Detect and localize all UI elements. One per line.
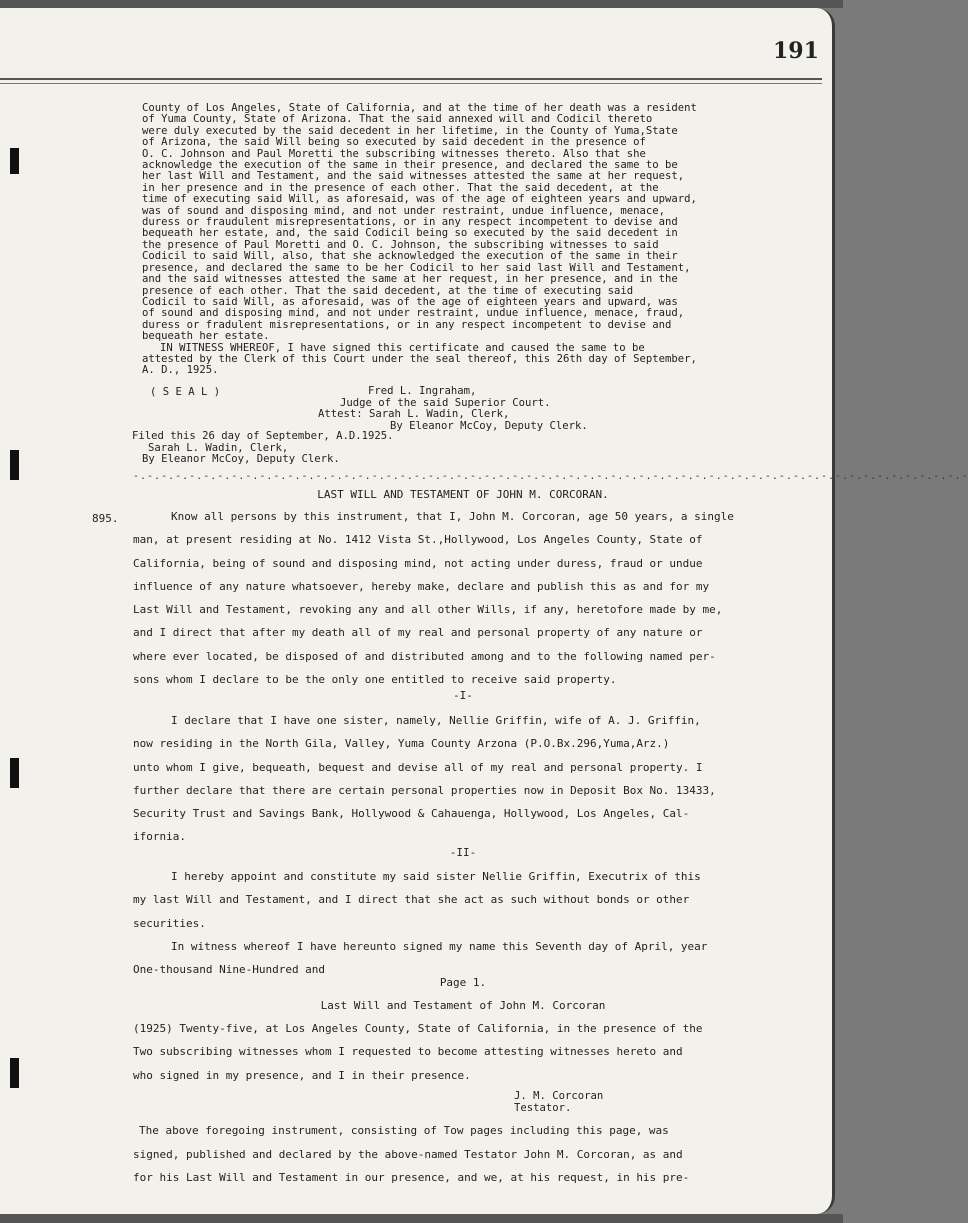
text-line: for his Last Will and Testament in our presence, and we, at his request, in his pre- bbox=[133, 1171, 690, 1184]
text-line: sons whom I declare to be the only one entitled to receive said property. bbox=[133, 673, 617, 687]
text-line: who signed in my presence, and I in their presence. bbox=[133, 1068, 471, 1082]
text-line: Know all persons by this instrument, that I, John M. Corcoran, age 50 years, a single bbox=[171, 510, 734, 523]
clerk-attest: Attest: Sarah L. Wadin, Clerk, bbox=[318, 408, 510, 420]
text-line: Security Trust and Savings Bank, Hollywood & Cahauenga, Hollywood, Los Angeles, Cal- bbox=[133, 807, 690, 821]
text-line: were duly executed by the said decedent in her lifetime, in the County of Yuma,State bbox=[142, 124, 678, 137]
text-line: IN WITNESS WHEREOF, I have signed this certificate and caused the same to be bbox=[160, 341, 645, 354]
judge-title: Judge of the said Superior Court. bbox=[340, 397, 551, 409]
text-line: Last Will and Testament, revoking any and all other Wills, if any, heretofore made by me, bbox=[133, 603, 723, 617]
text-line: Codicil to said Will, also, that she acknowledged the execution of the same in their bbox=[142, 250, 678, 263]
text-line: One-thousand Nine-Hundred and bbox=[133, 963, 326, 977]
text-line: in her presence and in the presence of each other. That the said decedent, at the bbox=[142, 181, 659, 194]
text-line: ifornia. bbox=[133, 830, 186, 844]
header-rule bbox=[0, 78, 822, 80]
scan-top-edge bbox=[0, 0, 843, 8]
text-line: bequeath her estate, and, the said Codicil being so executed by the said decedent in bbox=[142, 227, 678, 240]
text-line: now residing in the North Gila, Valley, Yuma County Arzona (P.O.Bx.296,Yuma,Arz.) bbox=[133, 737, 670, 751]
judge-signature: Fred L. Ingraham, bbox=[368, 385, 477, 397]
text-line: of Arizona, the said Will being so executed by said decedent in the presence of bbox=[142, 136, 646, 149]
text-line: her last Will and Testament, and the said witnesses attested the same at her request, bbox=[142, 170, 685, 183]
text-line: time of executing said Will, as aforesaid, was of the age of eighteen years and upward, bbox=[142, 193, 697, 206]
will-intro bbox=[133, 505, 793, 691]
text-line: of sound and disposing mind, and not under restraint, undue influence, menace, fraud, bbox=[142, 307, 685, 320]
text-line: man, at present residing at No. 1412 Vista St.,Hollywood, Los Angeles County, State of bbox=[133, 533, 703, 547]
section-separator: -.-.-.-.-.-.-.-.-.-.-.-.-.-.-.-.-.-.-.-.-.-.-.-.-.-.-.-.-.-.-.-.-.-.-.-.-.-.-.-.-.-.-.-.-.-.-.-.-.-.-.-.-.-.-.-.-.-.-.- bbox=[133, 471, 968, 482]
will-title: LAST WILL AND TESTAMENT OF JOHN M. CORCORAN. bbox=[317, 488, 609, 501]
text-line: Two subscribing witnesses whom I requested to become attesting witnesses hereto and bbox=[133, 1045, 683, 1059]
text-line: A. D., 1925. bbox=[142, 364, 219, 377]
text-line: the presence of Paul Moretti and O. C. Johnson, the subscribing witnesses to said bbox=[142, 238, 659, 251]
text-line: of Yuma County, State of Arizona. That the said annexed will and Codicil thereto bbox=[142, 113, 653, 126]
section-2-text bbox=[133, 865, 793, 981]
filed-line: Filed this 26 day of September, A.D.1925. bbox=[132, 430, 394, 442]
filed-deputy: By Eleanor McCoy, Deputy Clerk. bbox=[142, 453, 340, 465]
text-line: County of Los Angeles, State of California, and at the time of her death was a resident bbox=[142, 102, 697, 114]
text-line: and I direct that after my death all of my real and personal property of any nature or bbox=[133, 626, 703, 640]
page-label: Page 1. bbox=[439, 976, 487, 989]
binding-mark bbox=[10, 450, 19, 480]
text-line: unto whom I give, bequeath, bequest and devise all of my real and personal property. I bbox=[133, 760, 703, 774]
text-line: I declare that I have one sister, namely, Nellie Griffin, wife of A. J. Griffin, bbox=[171, 714, 701, 727]
page-number: 191 bbox=[773, 38, 819, 64]
continuation-text bbox=[133, 1017, 793, 1087]
text-line: securities. bbox=[133, 916, 206, 930]
text-line: presence of each other. That the said decedent, at the time of executing said bbox=[142, 284, 634, 297]
testator-signature: J. M. Corcoran bbox=[514, 1090, 604, 1102]
binding-mark bbox=[10, 1058, 19, 1088]
text-line: (1925) Twenty-five, at Los Angeles County, State of California, in the presence of the bbox=[133, 1022, 703, 1035]
text-line: duress or fraudulent misrepresentations, or in any respect incompetent to devise and bbox=[142, 216, 678, 229]
running-title: Last Will and Testament of John M. Corcoran bbox=[320, 999, 606, 1012]
section-1-text bbox=[133, 709, 793, 849]
header-rule-thin bbox=[0, 83, 822, 84]
entry-number: 895. bbox=[92, 512, 119, 525]
document-page bbox=[0, 8, 968, 1214]
text-line: acknowledge the execution of the same in their presence, and declared the same to be bbox=[142, 159, 678, 172]
attestation-clause bbox=[133, 1119, 793, 1190]
seal-label: ( S E A L ) bbox=[150, 386, 221, 398]
text-line: bequeath her estate. bbox=[142, 330, 270, 343]
text-line: further declare that there are certain personal properties now in Deposit Box No. 13433, bbox=[133, 783, 716, 797]
text-line: influence of any nature whatsoever, hereby make, declare and publish this as and for my bbox=[133, 579, 710, 593]
text-line: where ever located, be disposed of and distributed among and to the following named per- bbox=[133, 649, 716, 663]
testator-label: Testator. bbox=[514, 1102, 572, 1114]
section-heading-1: -I- bbox=[453, 689, 473, 702]
text-line: was of sound and disposing mind, and not under restraint, undue influence, menace, bbox=[142, 204, 665, 217]
text-line: The above foregoing instrument, consisting of Tow pages including this page, was bbox=[139, 1124, 669, 1137]
text-line: Codicil to said Will, as aforesaid, was of the age of eighteen years and upward, was bbox=[142, 295, 678, 308]
text-line: In witness whereof I have hereunto signed my name this Seventh day of April, year bbox=[171, 939, 708, 953]
deputy-clerk: By Eleanor McCoy, Deputy Clerk. bbox=[390, 420, 588, 432]
section-heading-2: -II- bbox=[449, 846, 477, 859]
text-line: I hereby appoint and constitute my said sister Nellie Griffin, Executrix of this bbox=[171, 870, 701, 883]
scan-bottom-edge bbox=[0, 1214, 843, 1223]
text-line: California, being of sound and disposing mind, not acting under duress, fraud or undue bbox=[133, 556, 703, 570]
text-line: my last Will and Testament, and I direct that she act as such without bonds or other bbox=[133, 893, 690, 907]
text-line: duress or fradulent misrepresentations, or in any respect incompetent to devise and bbox=[142, 318, 672, 331]
text-line: and the said witnesses attested the same at her request, in her presence, and in the bbox=[142, 273, 678, 286]
filed-clerk: Sarah L. Wadin, Clerk, bbox=[148, 442, 289, 454]
text-line: attested by the Clerk of this Court under the seal thereof, this 26th day of September, bbox=[142, 352, 697, 365]
text-line: presence, and declared the same to be her Codicil to her said last Will and Testament, bbox=[142, 261, 691, 274]
binding-mark bbox=[10, 758, 19, 788]
certificate-paragraph bbox=[142, 103, 802, 377]
text-line: O. C. Johnson and Paul Moretti the subscribing witnesses thereto. Also that she bbox=[142, 147, 646, 160]
text-line: signed, published and declared by the above-named Testator John M. Corcoran, as and bbox=[133, 1147, 683, 1161]
binding-mark bbox=[10, 148, 19, 174]
